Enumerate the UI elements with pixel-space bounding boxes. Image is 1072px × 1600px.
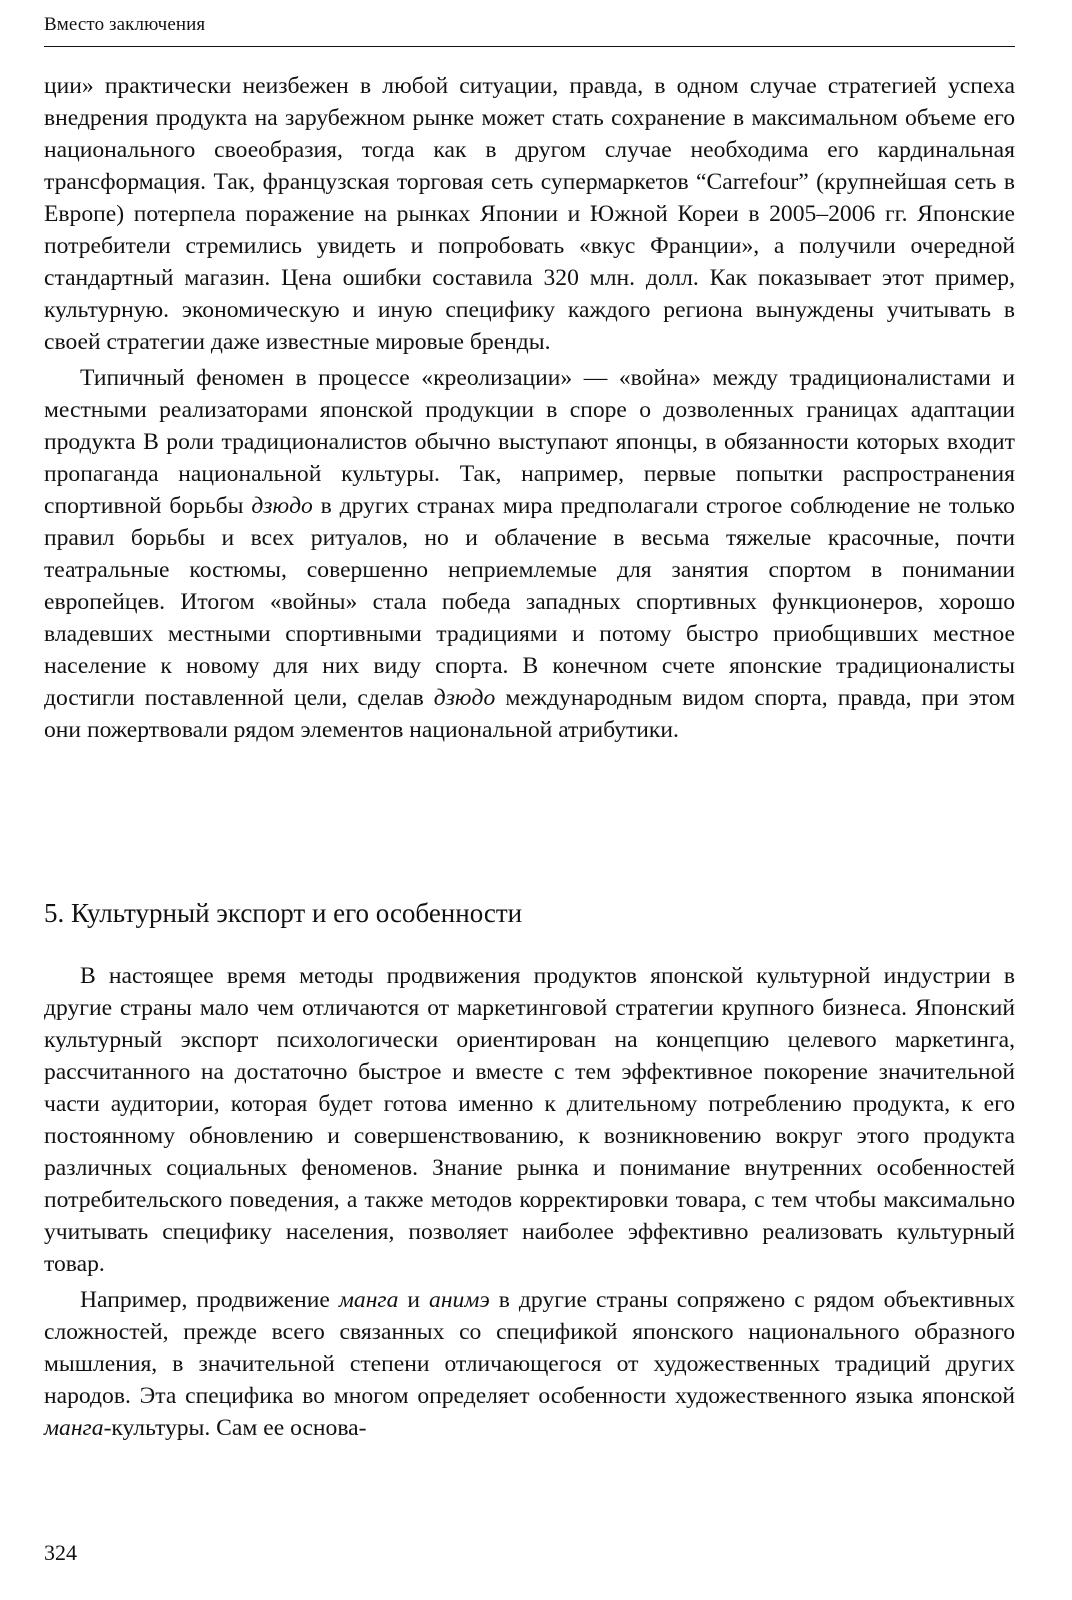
text-run: международным видом спорта, правда, при этом они пожертвовали рядом элементов национальной атрибутики.: [44, 685, 1015, 743]
italic-term: манга: [44, 1415, 104, 1441]
body-text-top: [44, 70, 1015, 746]
text-run: в других странах мира предполагали строгое соблюдение не только правил борьбы и всех ритуалов, но и облачение в весьма тяжелые красочные, почти театральные костюмы, совершенно неприемлемые для занятия спортом в понимании европейцев. Итогом «войны» стала победа западных спортивных функционеров, хорошо владевших местными спортивными традициями и потому быстро приобщивших местное население к новому для них виду спорта. В конечном счете японские традиционалисты достигли поставленной цели, сделав: [44, 493, 1015, 711]
italic-term: дзюдо: [251, 493, 313, 519]
text-run: -культуры. Сам ее основа-: [103, 1415, 367, 1441]
italic-term: дзюдо: [433, 685, 496, 711]
body-text-bottom: [44, 960, 1015, 1444]
running-header: Вместо заключения: [44, 14, 206, 35]
section-heading: 5. Культурный экспорт и его особенности: [44, 898, 523, 928]
text-run: и: [398, 1287, 430, 1313]
paragraph-cultural-export: В настоящее время методы продвижения продуктов японской культурной индустрии в другие страны мало чем отличаются от маркетинговой стратегии крупного бизнеса. Японский культурный экспорт психологически ориентирован на концепцию целевого маркетинга, рассчитанного на достаточно быстрое и вместе с тем эффективное покорение значительной части аудитории, которая будет готова именно к длительному потреблению продукта, к его постоянному обновлению и совершенствованию, к возникновению вокруг этого продукта различных социальных феноменов. Знание рынка и понимание внутренних особенностей потребительского поведения, а также методов корректировки товара, с тем чтобы максимально учитывать специфику населения, позволяет наиболее эффективно реализовать культурный товар.: [44, 963, 1015, 1277]
header-rule: [44, 46, 1015, 47]
text-run: в другие страны сопряжено с рядом объективных сложностей, прежде всего связанных со спецификой японского национального образного мышления, в значительной степени отличающегося от художественных традиций других народов. Эта специфика во многом определяет особенности художественного языка японской: [44, 1287, 1015, 1409]
text-run: Например, продвижение: [80, 1287, 339, 1313]
paragraph-creolization: [44, 362, 1015, 746]
page-number: 324: [44, 1540, 77, 1565]
paragraph-continuation: ции» практически неизбежен в любой ситуации, правда, в одном случае стратегией успеха внедрения продукта на зарубежном рынке может стать сохранение в максимальном объеме его национального своеобразия, тогда как в другом случае необходима его кардинальная трансформация. Так, французская торговая сеть супермаркетов “Carrefour” (крупнейшая сеть в Европе) потерпела поражение на рынках Японии и Южной Кореи в 2005–2006 гг. Японские потребители стремились увидеть и попробовать «вкус Франции», а получили очередной стандартный магазин. Цена ошибки составила 320 млн. долл. Как показывает этот пример, культурную. экономическую и иную специфику каждого региона вынуждены учитывать в своей стратегии даже известные мировые бренды.: [44, 73, 1015, 355]
italic-term: анимэ: [429, 1287, 490, 1313]
text-run: Типичный феномен в процессе «креолизации» — «война» между традиционалистами и местными реализаторами японской продукции в споре о дозволенных границах адаптации продукта В роли традиционалистов обычно выступают японцы, в обязанности которых входит пропаганда национальной культуры. Так, например, первые попытки распространения спортивной борьбы: [44, 365, 1015, 519]
italic-term: манга: [338, 1287, 399, 1313]
paragraph-manga-anime: [44, 1284, 1015, 1444]
